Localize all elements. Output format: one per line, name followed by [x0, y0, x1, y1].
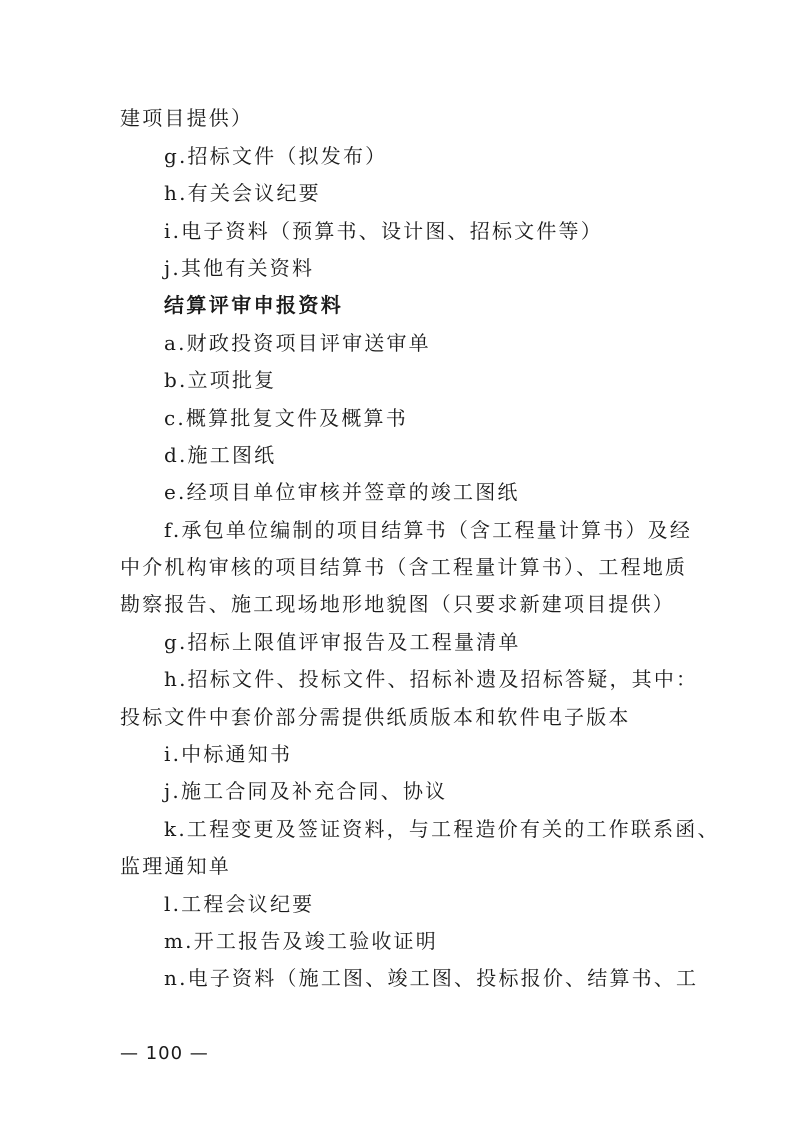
text-line: 投标文件中套价部分需提供纸质版本和软件电子版本	[120, 705, 631, 729]
list-item: j.其他有关资料	[164, 256, 315, 280]
list-item: n.电子资料（施工图、竣工图、投标报价、结算书、工	[164, 966, 699, 990]
text-line: 勘察报告、施工现场地形地貌图（只要求新建项目提供）	[120, 592, 675, 616]
text-line: 监理通知单	[120, 854, 231, 878]
list-item: g.招标文件（拟发布）	[164, 144, 388, 168]
list-item: h.招标文件、投标文件、招标补遗及招标答疑，其中：	[164, 667, 699, 691]
list-item: b.立项批复	[164, 368, 277, 392]
list-item: g.招标上限值评审报告及工程量清单	[164, 630, 521, 654]
list-item: k.工程变更及签证资料，与工程造价有关的工作联系函、	[164, 817, 720, 841]
list-item: e.经项目单位审核并签章的竣工图纸	[164, 480, 520, 504]
text-line: 中介机构审核的项目结算书（含工程量计算书）、工程地质	[120, 555, 688, 579]
list-item: i.中标通知书	[164, 742, 293, 766]
list-item: c.概算批复文件及概算书	[164, 406, 408, 430]
list-item: h.有关会议纪要	[164, 181, 321, 205]
list-item: m.开工报告及竣工验收证明	[164, 929, 438, 953]
list-item: d.施工图纸	[164, 443, 277, 467]
list-item: i.电子资料（预算书、设计图、招标文件等）	[164, 219, 603, 243]
list-item: l.工程会议纪要	[164, 892, 315, 916]
list-item: a.财政投资项目评审送审单	[164, 331, 431, 355]
list-item: j.施工合同及补充合同、协议	[164, 779, 448, 803]
text-line: 建项目提供）	[120, 106, 254, 130]
section-heading: 结算评审申报资料	[164, 293, 344, 317]
list-item: f.承包单位编制的项目结算书（含工程量计算书）及经	[164, 518, 693, 542]
page-number: — 100 —	[120, 1043, 209, 1064]
